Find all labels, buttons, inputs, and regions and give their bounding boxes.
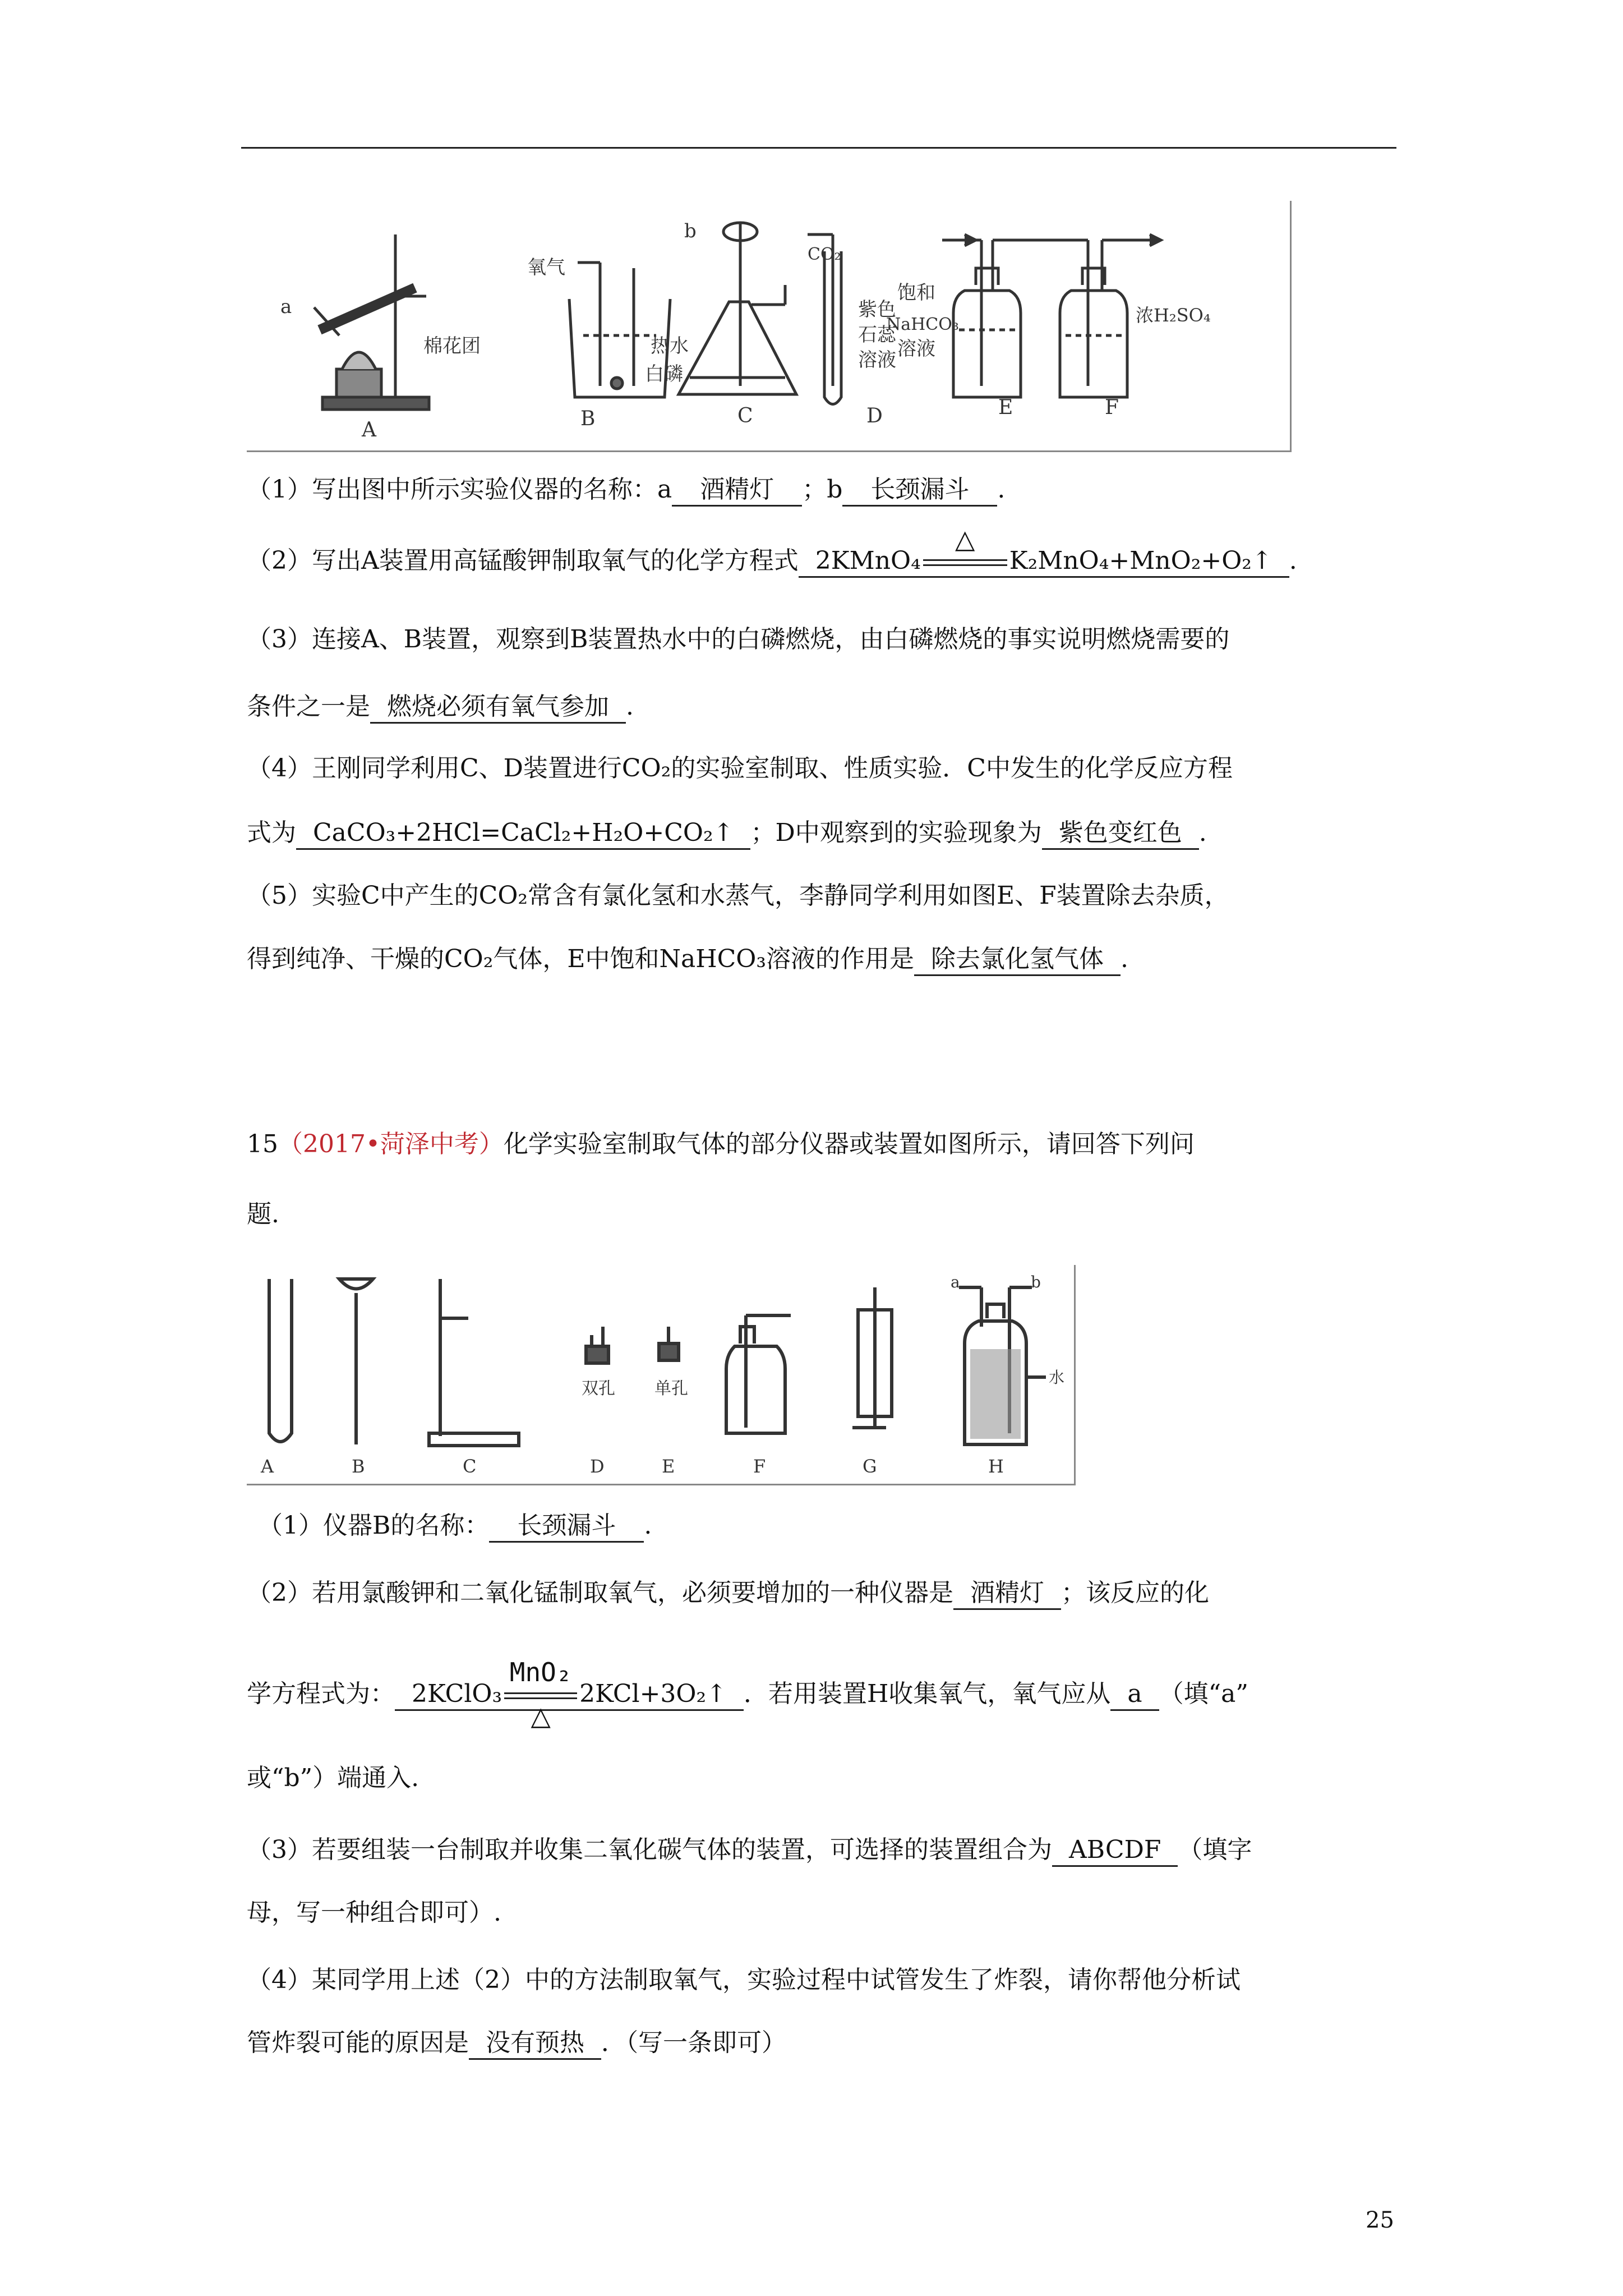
answer-blank-port: a: [1110, 1679, 1159, 1711]
apparatus-drawing-2: [247, 1265, 1074, 1484]
q15-stem-line-2: 题.: [247, 1200, 279, 1228]
letter2-B: B: [352, 1456, 365, 1477]
letter2-F: F: [753, 1456, 766, 1477]
letter2-D: D: [590, 1456, 605, 1477]
answer-blank-instrument-b: 长颈漏斗: [489, 1511, 644, 1543]
apparatus-drawing-1: [247, 201, 1290, 450]
q14-part-5-line-1: （5）实验C中产生的CO₂常含有氯化氢和水蒸气，李静同学利用如图E、F装置除去杂质，: [247, 881, 1229, 910]
label-conc-acid: 浓H₂SO₄: [1136, 305, 1211, 326]
label-port-a: a: [951, 1273, 960, 1291]
label-oxygen: 氧气: [527, 256, 565, 279]
answer-blank-reason: 没有预热: [469, 2028, 601, 2060]
letter-B: B: [580, 407, 596, 430]
q15-part-2-line-1: （2）若用氯酸钾和二氧化锰制取氧气，必须要增加的一种仪器是 酒精灯 ；该反应的化: [247, 1576, 1209, 1610]
label-saturated-3: 溶液: [897, 338, 935, 360]
label-b: b: [684, 220, 697, 242]
letter-D: D: [866, 404, 883, 427]
letter2-H: H: [988, 1456, 1004, 1477]
question-number: 15: [247, 1130, 278, 1158]
label-co2: CO₂: [808, 245, 841, 264]
label-saturated-1: 饱和: [897, 282, 935, 304]
label-water: 水: [1049, 1368, 1065, 1387]
q14-part-5-line-2: 得到纯净、干燥的CO₂气体，E中饱和NaHCO₃溶液的作用是 除去氯化氢气体 .: [247, 942, 1128, 976]
letter2-C: C: [463, 1456, 477, 1477]
label-double-hole: 双孔: [582, 1379, 615, 1398]
label-litmus-1: 紫色: [858, 298, 896, 321]
q15-part-1: （1）仪器B的名称： 长颈漏斗 .: [258, 1509, 652, 1543]
heat-condition: △: [923, 559, 1007, 566]
label-saturated-2: NaHCO₃: [886, 315, 959, 334]
letter-C: C: [737, 404, 753, 427]
apparatus-figure-1: [247, 201, 1292, 452]
q14-part-3-line-2: 条件之一是 燃烧必须有氧气参加 .: [247, 690, 634, 724]
q15-part-3-line-1: （3）若要组装一台制取并收集二氧化碳气体的装置，可选择的装置组合为 ABCDF （填字: [247, 1833, 1252, 1867]
label-litmus-3: 溶液: [858, 349, 896, 371]
letter2-A: A: [261, 1456, 274, 1477]
q15-part-2-line-2: 学方程式为： 2KClO₃ MnO₂ △ 2KCl+3O₂↑ ．若用装置H收集氧气，氧气应从 a （填“a”: [247, 1657, 1248, 1731]
answer-blank-extra-instrument: 酒精灯: [953, 1578, 1061, 1610]
water-fill: [970, 1349, 1021, 1439]
q14-part-4-line-1: （4）王刚同学利用C、D装置进行CO₂的实验室制取、性质实验．C中发生的化学反应方程: [247, 754, 1233, 783]
equation-caco3: CaCO₃+2HCl=CaCl₂+H₂O+CO₂↑: [296, 818, 750, 850]
label-hot-water: 热水: [651, 335, 689, 357]
apparatus-figure-2: [247, 1265, 1076, 1485]
answer-blank-combination: ABCDF: [1052, 1835, 1178, 1867]
q14-part-2: （2）写出A装置用高锰酸钾制取氧气的化学方程式 2KMnO₄ △ K₂MnO₄+MnO₂+O₂↑ .: [247, 544, 1297, 578]
page-number: 25: [1366, 2207, 1394, 2233]
label-litmus-2: 石蕊: [858, 324, 896, 346]
catalyst-condition: MnO₂ △: [504, 1692, 577, 1699]
q14-part-1: （1）写出图中所示实验仪器的名称：a 酒精灯 ；b 长颈漏斗 .: [247, 473, 1005, 507]
q14-part-3-line-1: （3）连接A、B装置，观察到B装置热水中的白磷燃烧，由白磷燃烧的事实说明燃烧需要的: [247, 625, 1230, 654]
label-single-hole: 单孔: [654, 1379, 688, 1398]
q15-part-2-line-3: 或“b”）端通入.: [247, 1764, 419, 1792]
equation-kmno4: 2KMnO₄ △ K₂MnO₄+MnO₂+O₂↑: [799, 546, 1289, 578]
letter2-E: E: [662, 1456, 675, 1477]
answer-blank-condition: 燃烧必须有氧气参加: [370, 692, 626, 724]
q15-part-4-line-2: 管炸裂可能的原因是 没有预热 ．（写一条即可）: [247, 2026, 786, 2060]
answer-blank-a: 酒精灯: [672, 475, 802, 507]
label-a: a: [280, 296, 292, 318]
letter-F: F: [1105, 396, 1119, 419]
label-cotton: 棉花团: [423, 335, 481, 357]
q15-part-3-line-2: 母，写一种组合即可）.: [247, 1898, 501, 1927]
question-source: （2017•菏泽中考）: [278, 1130, 504, 1158]
q14-part-4-line-2: 式为 CaCO₃+2HCl=CaCl₂+H₂O+CO₂↑ ；D中观察到的实验现象为 紫色变红色 .: [247, 816, 1207, 850]
q15-part-4-line-1: （4）某同学用上述（2）中的方法制取氧气，实验过程中试管发生了炸裂，请你帮他分析试: [247, 1966, 1241, 1994]
answer-blank-nahco3-role: 除去氯化氢气体: [914, 944, 1121, 976]
letter-A: A: [362, 418, 376, 441]
label-white-p: 白磷: [645, 363, 683, 385]
answer-blank-b: 长颈漏斗: [842, 475, 997, 507]
letter2-G: G: [863, 1456, 877, 1477]
answer-blank-phenomenon: 紫色变红色: [1042, 818, 1199, 850]
q15-stem-line-1: 15（2017•菏泽中考）化学实验室制取气体的部分仪器或装置如图所示，请回答下列问: [247, 1130, 1195, 1158]
equation-kclo3: 2KClO₃ MnO₂ △ 2KCl+3O₂↑: [395, 1679, 744, 1711]
letter-E: E: [998, 396, 1013, 419]
header-rule: [241, 147, 1396, 149]
label-port-b: b: [1031, 1273, 1041, 1291]
